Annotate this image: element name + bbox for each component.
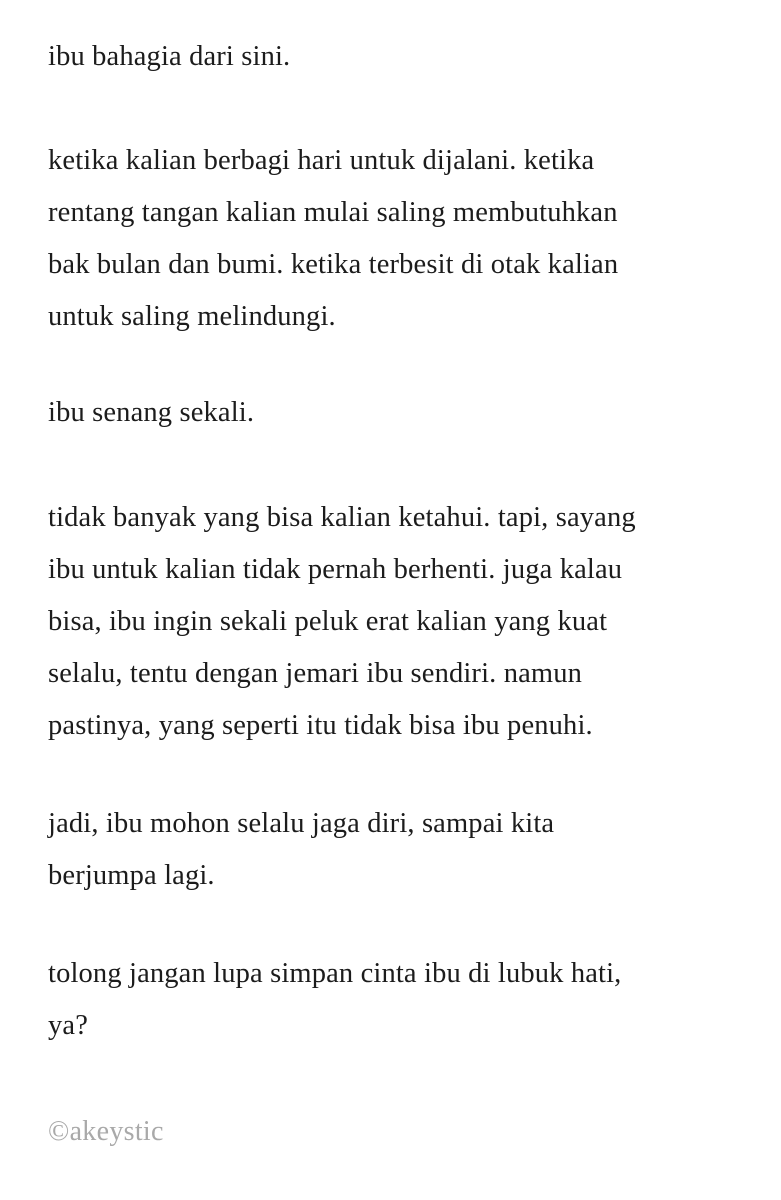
paragraph-2: [48, 135, 618, 343]
paragraph-line: untuk saling melindungi.: [48, 301, 336, 332]
paragraph-line: ya?: [48, 1010, 88, 1041]
paragraph-line: ibu untuk kalian tidak pernah berhenti. juga kalau: [48, 554, 623, 585]
paragraph-4: [48, 492, 636, 752]
author-watermark: ©akeystic: [48, 1116, 164, 1147]
paragraph-line: berjumpa lagi.: [48, 860, 215, 891]
paragraph-line: rentang tangan kalian mulai saling membutuhkan: [48, 197, 618, 228]
paragraph-line: tidak banyak yang bisa kalian ketahui. tapi, sayang: [48, 502, 636, 533]
paragraph-5: [48, 798, 554, 902]
paragraph-line: jadi, ibu mohon selalu jaga diri, sampai kita: [48, 808, 555, 839]
paragraph-line: bisa, ibu ingin sekali peluk erat kalian yang kuat: [48, 606, 608, 637]
paragraph-line: tolong jangan lupa simpan cinta ibu di lubuk hati,: [48, 958, 622, 989]
paragraph-line: ketika kalian berbagi hari untuk dijalani. ketika: [48, 145, 595, 176]
paragraph-line: ibu bahagia dari sini.: [48, 41, 291, 72]
paragraph-line: ibu senang sekali.: [48, 397, 255, 428]
paragraph-6: [48, 948, 621, 1052]
paragraph-line: bak bulan dan bumi. ketika terbesit di otak kalian: [48, 249, 619, 280]
paragraph-line: pastinya, yang seperti itu tidak bisa ibu penuhi.: [48, 710, 593, 741]
paragraph-1: [48, 31, 290, 83]
paragraph-3: [48, 387, 254, 439]
paragraph-line: selalu, tentu dengan jemari ibu sendiri. namun: [48, 658, 583, 689]
